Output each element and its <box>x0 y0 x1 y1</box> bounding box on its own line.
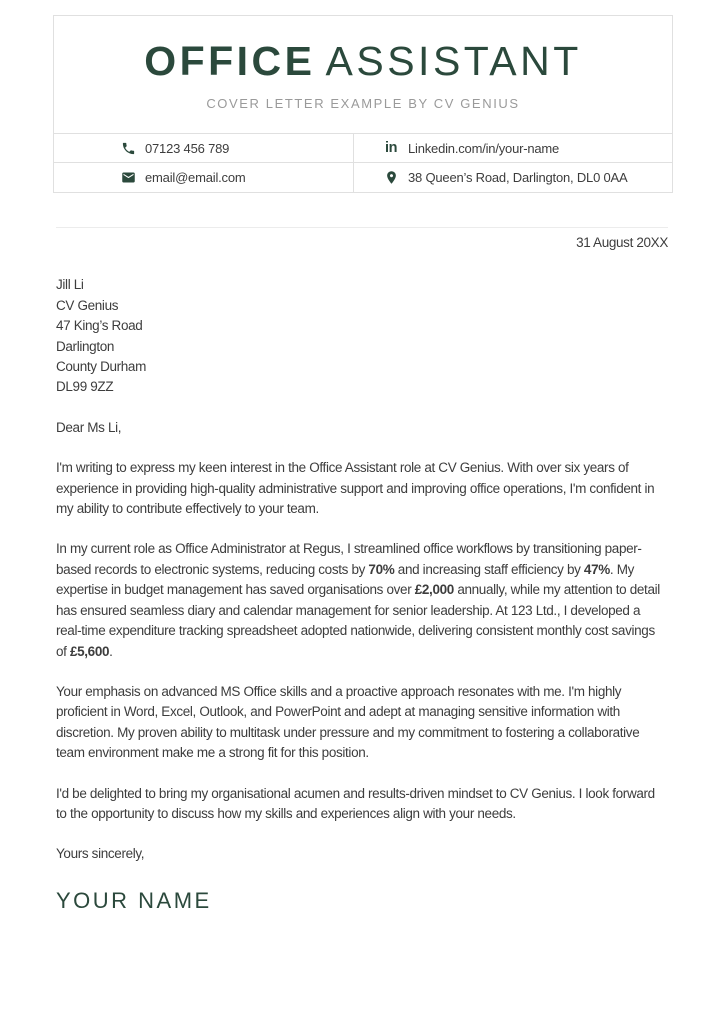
body-paragraph: Your emphasis on advanced MS Office skills and a proactive approach resonates with me. I'm highly proficient in Word, Excel, Outlook, and PowerPoint and adept at managing sensitive information with discretion. My proven ability to multitask under pressure and my commitment to fostering a collaborative team environment make me a strong fit for this position. <box>56 683 640 761</box>
contact-item-email <box>54 163 354 192</box>
body-paragraph: I'd be delighted to bring my organisational acumen and results-driven mindset to CV Genius. I look forward to the opportunity to discuss how my skills and experiences align with your needs. <box>56 785 655 821</box>
contact-email-value: email@email.com <box>145 170 246 186</box>
contact-linkedin-value: Linkedin.com/in/your-name <box>408 140 560 156</box>
body-paragraph: In my current role as Office Administrator at Regus, I streamlined office workflows by transitioning paper-based records to electronic systems, reducing costs by 70% and increasing staff efficiency by 47%. My expertise in budget management has saved organisations over £2,000 annually, while my attention to detail has ensured seamless diary and calendar management for senior leadership. At 123 Ltd., I developed a real-time expenditure tracking spreadsheet adopted nationwide, delivering consistent monthly cost savings of £5,600. <box>56 541 660 659</box>
title-secondary: ASSISTANT <box>325 38 582 84</box>
contact-item-address <box>354 163 672 192</box>
title-primary: OFFICE <box>144 38 316 84</box>
recipient-line: 47 King’s Road <box>56 318 143 334</box>
closing: Yours sincerely, <box>56 846 145 862</box>
page-title <box>54 16 672 83</box>
recipient-address <box>56 275 668 397</box>
page-subtitle: COVER LETTER EXAMPLE BY CV GENIUS <box>206 96 520 112</box>
linkedin-icon: in <box>385 139 397 156</box>
letter-date: 31 August 20XX <box>56 227 668 253</box>
contact-address-value: 38 Queen’s Road, Darlington, DL0 0AA <box>408 170 628 186</box>
recipient-line: County Durham <box>56 359 146 375</box>
contact-grid <box>54 133 672 192</box>
letter-content <box>56 227 668 911</box>
recipient-line: Darlington <box>56 338 115 354</box>
contact-item-linkedin <box>354 134 672 163</box>
contact-item-phone <box>54 134 354 163</box>
recipient-line: DL99 9ZZ <box>56 379 114 395</box>
recipient-line: CV Genius <box>56 297 119 313</box>
salutation: Dear Ms Li, <box>56 419 122 435</box>
letter-header <box>53 15 673 193</box>
body-paragraph: I'm writing to express my keen interest in the Office Assistant role at CV Genius. With over six years of experience in providing high-quality administrative support and improving office operations, I'm confident in my ability to contribute effectively to your team. <box>56 460 655 517</box>
contact-phone-value: 07123 456 789 <box>145 140 230 156</box>
recipient-line: Jill Li <box>56 277 84 293</box>
email-icon <box>120 170 136 186</box>
location-icon <box>383 170 399 186</box>
signature-name: YOUR NAME <box>56 887 212 913</box>
phone-icon <box>120 140 136 156</box>
